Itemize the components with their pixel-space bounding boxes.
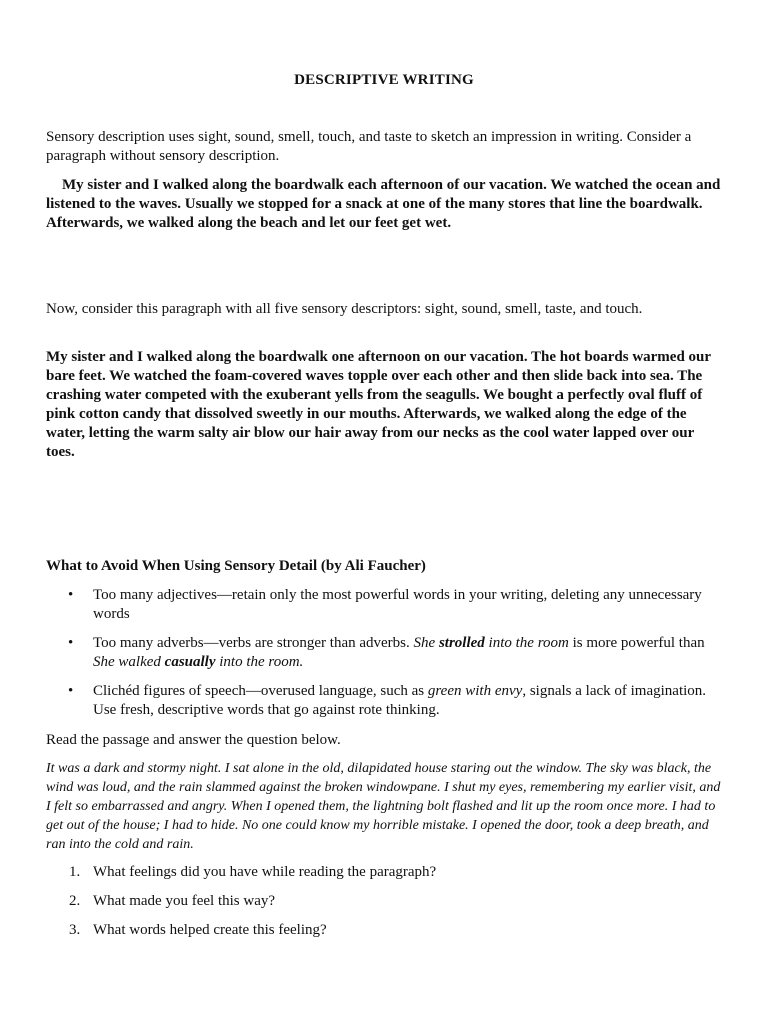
intro-paragraph-sensory: Now, consider this paragraph with all five sensory descriptors: sight, sound, smell, taste, and touch. [46,301,643,317]
bullet-icon: • [68,587,74,603]
bullet-icon: • [68,635,74,651]
list-item-text: Clichéd figures of speech—overused language, such as [93,683,428,699]
list-item-text: , signals a lack of imagination. Use fresh, descriptive words that go against rote thinking. [93,683,707,718]
question-text: What feelings did you have while reading the paragraph? [93,864,437,880]
list-item [46,586,722,624]
example-italic: She walked [93,654,165,670]
list-item-text: Too many adjectives—retain only the most powerful words in your writing, deleting any unnecessary words [93,587,702,622]
question-number: 2. [69,893,81,909]
question-number: 1. [69,864,81,880]
avoid-heading: What to Avoid When Using Sensory Detail (by Ali Faucher) [46,558,426,574]
question-text: What words helped create this feeling? [93,922,327,938]
intro-paragraph: Sensory description uses sight, sound, smell, touch, and taste to sketch an impression in writing. Consider a paragraph without sensory description. [46,129,692,164]
reading-passage: It was a dark and stormy night. I sat alone in the old, dilapidated house staring out the window. The sky was black, the wind was loud, and the rain slammed against the broken windowpane. I shut my eyes, remembering my earlier visit, and I felt so embarrassed and angry. When I opened them, the lightning bolt flashed and lit up the room once more. I had to get out of the house; I had to hide. No one could know my horrible mistake. I opened the door, took a deep breath, and ran into the cold and rain. [46,761,721,852]
question-text: What made you feel this way? [93,893,276,909]
read-prompt: Read the passage and answer the question below. [46,732,341,748]
avoid-list [46,586,722,730]
page-title: DESCRIPTIVE WRITING [294,72,474,88]
example-bold-word: casually [164,654,216,670]
example-paragraph-plain: My sister and I walked along the boardwalk each afternoon of our vacation. We watched the ocean and listened to the waves. Usually we stopped for a snack at one of the many stores that line the boardwalk. Afterwards, we walked along the beach and let our feet get wet. [46,177,721,231]
example-italic: into the room. [215,654,304,670]
question-list [46,863,722,950]
list-item [46,863,722,882]
bullet-icon: • [68,683,74,699]
example-italic: green with envy [427,683,523,699]
list-item-text: Too many adverbs—verbs are stronger than adverbs. [93,635,414,651]
example-italic: into the room [484,635,569,651]
example-paragraph-sensory: My sister and I walked along the boardwalk one afternoon on our vacation. The hot boards warmed our bare feet. We watched the foam-covered waves topple over each other and then slide back into sea. The crashing water competed with the exuberant yells from the seagulls. We bought a perfectly oval fluff of pink cotton candy that dissolved sweetly in our mouths. Afterwards, we walked along the edge of the water, letting the warm salty air blow our hair away from our necks as the cool water lapped over our toes. [46,349,711,460]
list-item [46,921,722,940]
list-item-text: is more powerful than [568,635,705,651]
example-italic: She [413,635,439,651]
list-item [46,892,722,911]
example-bold-word: strolled [438,635,485,651]
list-item [46,682,722,720]
list-item [46,634,722,672]
question-number: 3. [69,922,81,938]
